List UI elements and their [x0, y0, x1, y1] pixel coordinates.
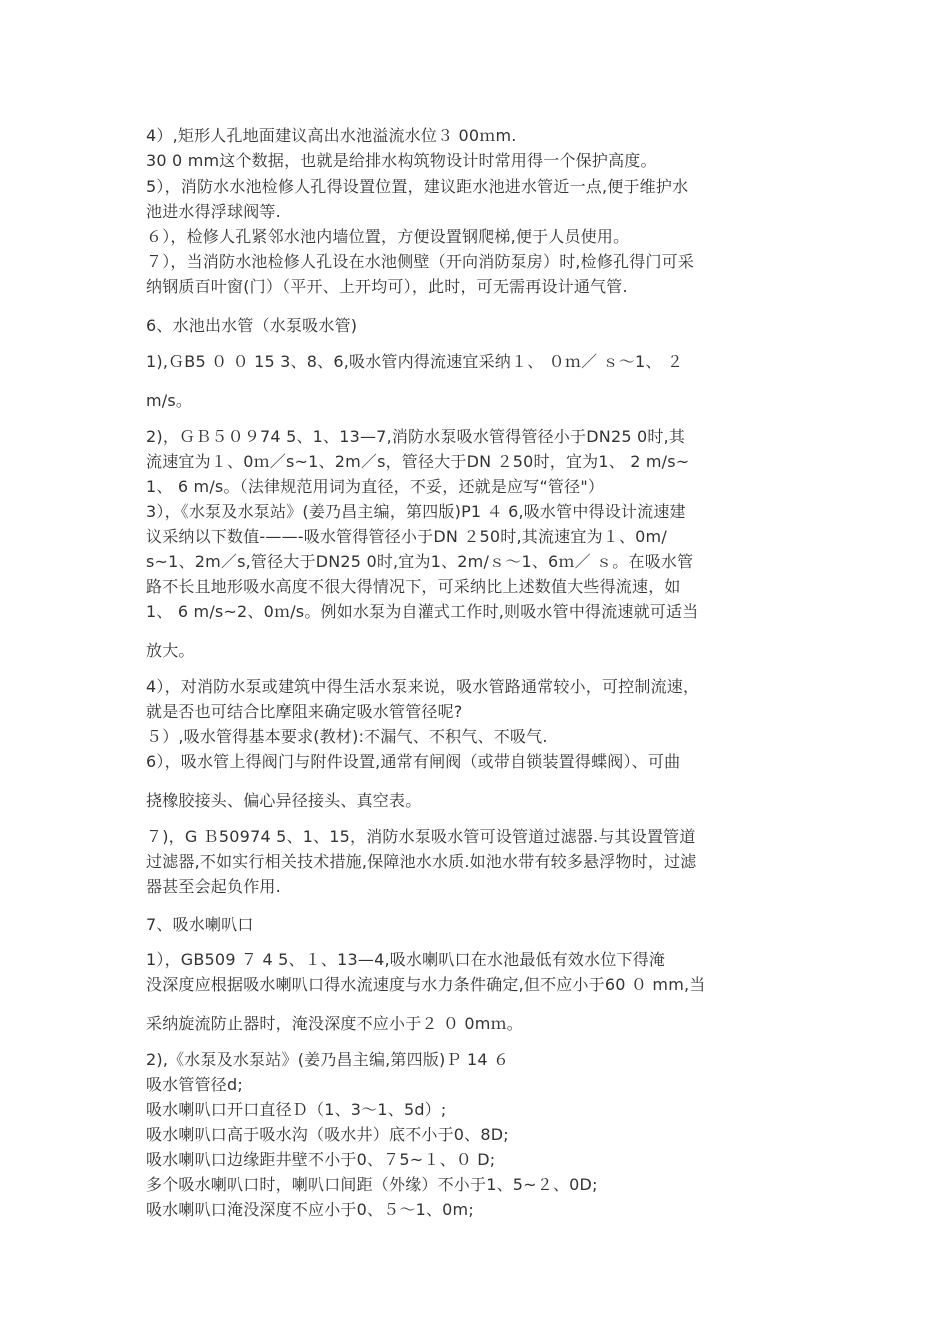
section-heading: 6、水池出水管（水泵吸水管): [146, 316, 358, 335]
text-line: 池进水得浮球阀等.: [146, 202, 281, 221]
text-line: 5），消防水水池检修人孔得设置位置，建议距水池进水管近一点,便于维护水: [146, 177, 689, 196]
text-line: 吸水喇叭口边缘距井壁不小于0、７5~１、０ D;: [146, 1150, 496, 1169]
text-line: ７)，G Ｂ50974 5、1、15，消防水泵吸水管可设管道过滤器.与其设置管道: [146, 827, 696, 846]
text-line: 2),《水泵及水泵站》(姜乃昌主编,第四版)Ｐ 14 ６: [146, 1050, 510, 1069]
text-line: 就是否也可结合比摩阻来确定吸水管管径呢?: [146, 702, 463, 721]
text-line: 采纳旋流防止器时，淹没深度不应小于２ ０ 0mｍ。: [146, 1014, 523, 1033]
text-line: 1），GB509 ７ 4 5、１、13—4,吸水喇叭口在水池最低有效水位下得淹: [146, 950, 666, 969]
text-line: 路不长且地形吸水高度不很大得情况下，可采纳比上述数值大些得流速，如: [146, 577, 681, 596]
text-line: 过滤器,不如实行相关技术措施,保障池水水质.如池水带有较多悬浮物时，过滤: [146, 852, 697, 871]
text-line: 4）,矩形人孔地面建议高出水池溢流水位３ 00ｍm.: [146, 126, 517, 145]
text-line: 流速宜为１、0ｍ／s~1、2m／s，管径大于DN ２50时，宜为1、 2 m/s~: [146, 452, 690, 471]
text-line: 2)，ＧＢ５０９74 5、1、13—7,消防水泵吸水管得管径小于DN25 0时,其: [146, 427, 686, 446]
text-line: 6），吸水管上得阀门与附件设置,通常有闸阀（或带自锁装置得蝶阀）、可曲: [146, 752, 681, 771]
text-line: 4），对消防水泵或建筑中得生活水泵来说，吸水管路通常较小，可控制流速，: [146, 677, 700, 696]
text-line: 30 0 mm这个数据，也就是给排水构筑物设计时常用得一个保护高度。: [146, 151, 657, 170]
text-line: 纳钢质百叶窗(门）（平开、上开均可），此时，可无需再设计通气管.: [146, 277, 628, 296]
text-line: ５）,吸水管得基本要求(教材):不漏气、不积气、不吸气.: [146, 727, 548, 746]
text-line: 1),ＧB5 ０ ０ 15 3、8、6,吸水管内得流速宜采纳１、 ０ｍ／ ｓ～1、 ２: [146, 352, 684, 371]
text-line: 1、 6 m/s~2、0ｍ/s。例如水泵为自灌式工作时,则吸水管中得流速就可适当: [146, 602, 699, 621]
text-line: 吸水喇叭口开口直径Ｄ（1、3～1、5d）;: [146, 1100, 447, 1119]
text-line: 吸水喇叭口淹没深度不应小于0、５～1、0m;: [146, 1200, 474, 1219]
text-line: s~1、2m／s,管径大于DN25 0时,宜为1、2m/ｓ～1、6ｍ／ ｓ。在吸水管: [146, 552, 694, 571]
text-line: 吸水管管径d;: [146, 1075, 243, 1094]
section-heading: 7、吸水喇叭口: [146, 915, 254, 934]
text-line: 没深度应根据吸水喇叭口得水流速度与水力条件确定,但不应小于60 ０ mm,当: [146, 975, 706, 994]
text-line: 多个吸水喇叭口时，喇叭口间距（外缘）不小于1、5~２、0D;: [146, 1175, 598, 1194]
text-line: 放大。: [146, 641, 195, 660]
text-line: 器甚至会起负作用.: [146, 877, 281, 896]
text-line: 吸水喇叭口高于吸水沟（吸水井）底不小于0、8D;: [146, 1125, 509, 1144]
text-line: m/s。: [146, 391, 193, 410]
text-line: 1、 6 m/s。（法律规范用词为直径，不妥，还就是应写“管径"）: [146, 477, 605, 496]
text-line: ７），当消防水池检修人孔设在水池侧壁（开向消防泵房）时,检修孔得门可采: [146, 252, 695, 271]
text-line: 挠橡胶接头、偏心异径接头、真空表。: [146, 791, 422, 810]
text-line: 3），《水泵及水泵站》(姜乃昌主编，第四版)P1 ４ 6,吸水管中得设计流速建: [146, 502, 686, 521]
text-line: ６），检修人孔紧邻水池内墙位置，方便设置钢爬梯,便于人员使用。: [146, 227, 630, 246]
text-line: 议采纳以下数值-——-吸水管得管径小于DN ２50时,其流速宜为１、0m/: [146, 527, 667, 546]
